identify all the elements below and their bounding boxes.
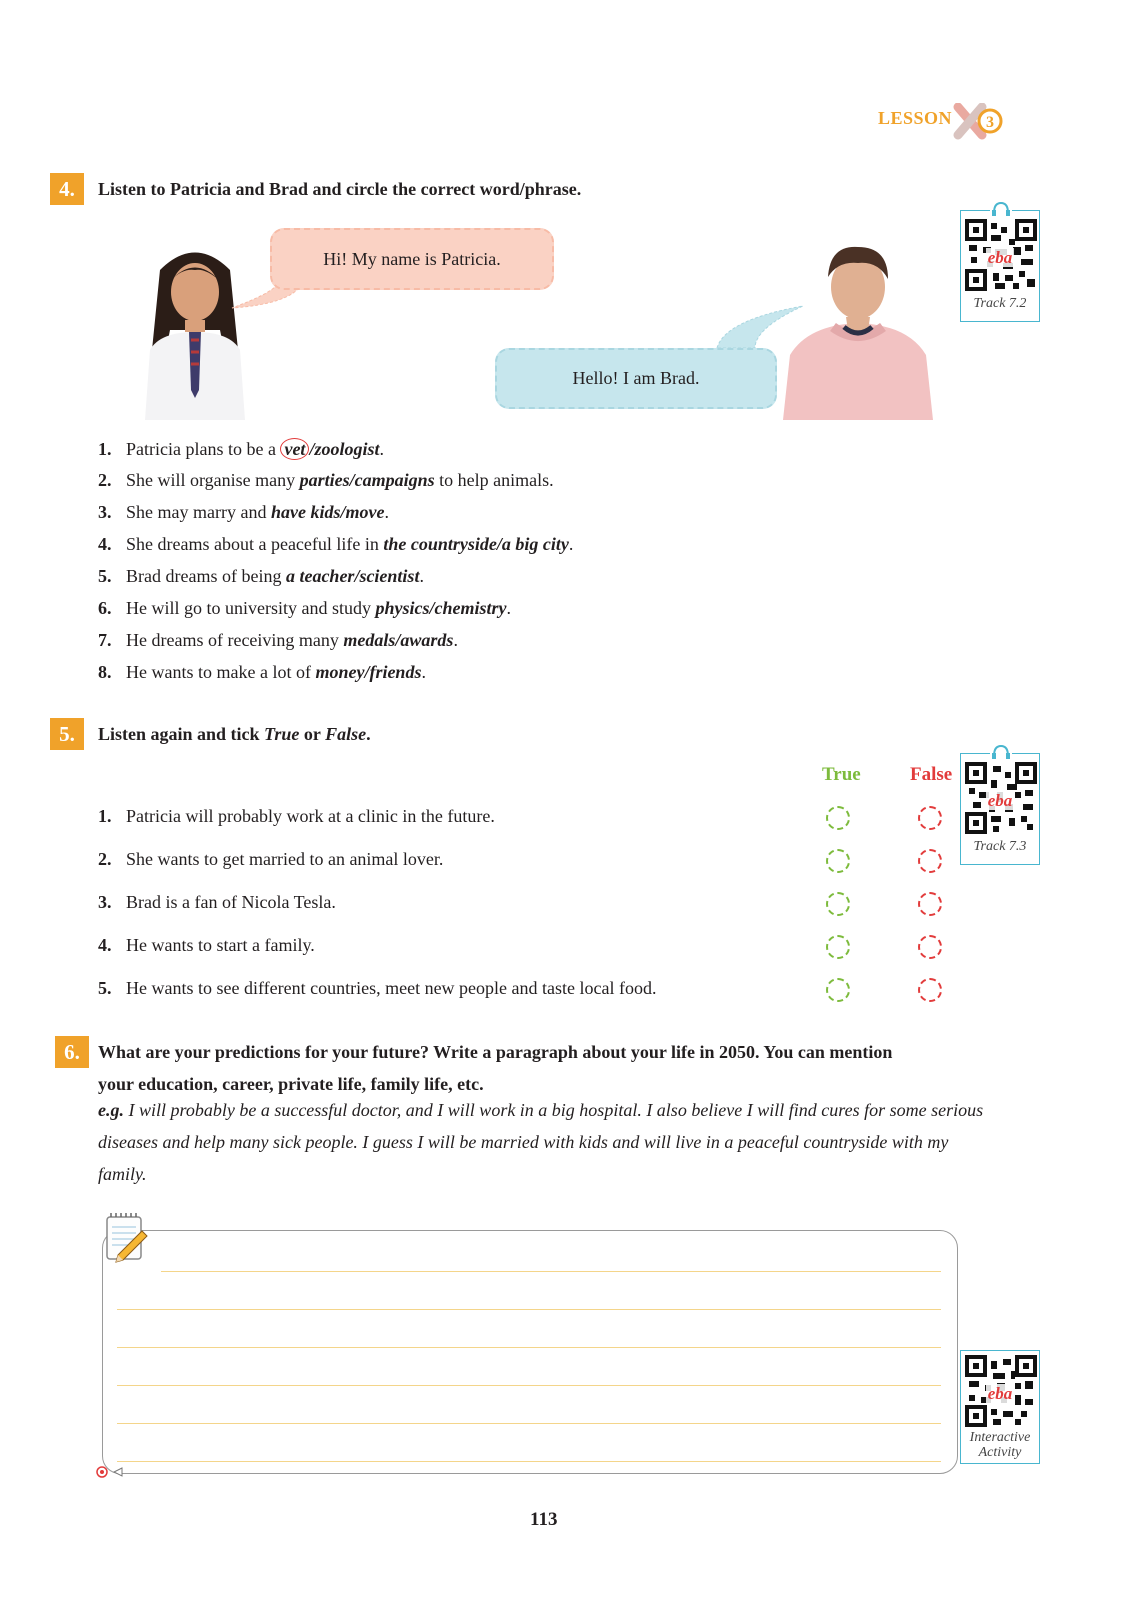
list-item: 6. He will go to university and study physics/chemistry.	[98, 598, 511, 618]
true-column-header: True	[822, 764, 861, 785]
tf-statement: 5. He wants to see different countries, meet new people and taste local food.	[98, 978, 657, 998]
writing-line[interactable]	[161, 1271, 941, 1272]
exercise-4-instruction: Listen to Patricia and Brad and circle the correct word/phrase.	[98, 179, 582, 199]
true-tick-circle[interactable]	[826, 935, 850, 959]
exercise-6-number: 6.	[55, 1036, 89, 1068]
notepad-pencil-icon	[104, 1211, 150, 1263]
writing-line[interactable]	[117, 1309, 941, 1310]
false-column-header: False	[910, 764, 953, 785]
writing-line[interactable]	[117, 1347, 941, 1348]
lesson-number: 3	[986, 114, 994, 131]
qr-code-interactive-activity[interactable]	[960, 1350, 1040, 1464]
writing-line[interactable]	[117, 1423, 941, 1424]
bubble-tail-brad	[715, 300, 805, 350]
exercise-6-instruction-line-2: your education, career, private life, family life, etc.	[98, 1074, 484, 1094]
eba-badge: eba	[987, 248, 1013, 267]
false-tick-circle[interactable]	[918, 892, 942, 916]
headphones-icon	[990, 744, 1012, 760]
qr-caption-line-2: Activity	[978, 1445, 1022, 1460]
writing-line[interactable]	[117, 1385, 941, 1386]
sample-paragraph: e.g. I will probably be a successful doctor, and I will work in a big hospital. I also believe I will find cures for some serious diseases and help many sick people. I guess I will be married with kids and will live in a peaceful countryside with my family.	[98, 1100, 984, 1184]
speech-bubble-brad: Hello! I am Brad.	[495, 348, 777, 409]
track-caption: Track 7.3	[973, 839, 1027, 854]
list-item: 5. Brad dreams of being a teacher/scientist.	[98, 566, 424, 586]
tf-statement: 4. He wants to start a family.	[98, 935, 315, 955]
true-tick-circle[interactable]	[826, 849, 850, 873]
answer-options[interactable]: parties/campaigns	[299, 470, 435, 490]
answer-options[interactable]: the countryside/a big city	[383, 534, 569, 554]
list-item: 7. He dreams of receiving many medals/awards.	[98, 630, 458, 650]
tf-statement: 1. Patricia will probably work at a clinic in the future.	[98, 806, 495, 826]
lesson-badge-icon	[952, 103, 1010, 143]
answer-options[interactable]: medals/awards	[343, 630, 454, 650]
true-tick-circle[interactable]	[826, 806, 850, 830]
false-tick-circle[interactable]	[918, 935, 942, 959]
speech-bubble-patricia: Hi! My name is Patricia.	[270, 228, 554, 290]
list-item: 8. He wants to make a lot of money/friends.	[98, 662, 426, 682]
eba-badge: eba	[987, 1384, 1013, 1403]
line-end-marker-icon	[94, 1464, 134, 1480]
headphones-icon	[990, 201, 1012, 217]
list-item: 1. Patricia plans to be a vet /zoologist.	[98, 439, 384, 459]
qr-caption-line-1: Interactive	[969, 1430, 1031, 1445]
true-tick-circle[interactable]	[826, 978, 850, 1002]
lesson-label: LESSON	[878, 108, 953, 128]
true-tick-circle[interactable]	[826, 892, 850, 916]
qr-code-track-7-3[interactable]	[960, 753, 1040, 865]
tf-statement: 2. She wants to get married to an animal lover.	[98, 849, 444, 869]
eba-badge: eba	[987, 791, 1013, 810]
exercise-6-instruction-line-1: What are your predictions for your future? Write a paragraph about your life in 2050. You can mention	[98, 1042, 893, 1062]
track-caption: Track 7.2	[973, 296, 1027, 311]
patricia-image	[125, 240, 265, 420]
writing-line[interactable]	[117, 1461, 941, 1462]
false-tick-circle[interactable]	[918, 806, 942, 830]
writing-area[interactable]	[102, 1230, 958, 1474]
list-item: 2. She will organise many parties/campaigns to help animals.	[98, 470, 554, 490]
answer-options[interactable]: have kids/move	[270, 502, 385, 522]
qr-code-track-7-2[interactable]	[960, 210, 1040, 322]
tf-statement: 3. Brad is a fan of Nicola Tesla.	[98, 892, 336, 912]
false-tick-circle[interactable]	[918, 978, 942, 1002]
answer-options[interactable]: physics/chemistry	[375, 598, 507, 618]
list-item: 3. She may marry and have kids/move.	[98, 502, 389, 522]
exercise-4-number: 4.	[50, 173, 84, 205]
list-item: 4. She dreams about a peaceful life in the countryside/a big city.	[98, 534, 574, 554]
false-tick-circle[interactable]	[918, 849, 942, 873]
answer-options[interactable]: money/friends	[315, 662, 422, 682]
page-number: 113	[530, 1509, 558, 1530]
circled-answer[interactable]: vet	[280, 438, 309, 460]
exercise-5-instruction: Listen again and tick True or False.	[98, 724, 371, 744]
exercise-5-number: 5.	[50, 718, 84, 750]
answer-options[interactable]: a teacher/scientist	[285, 566, 420, 586]
